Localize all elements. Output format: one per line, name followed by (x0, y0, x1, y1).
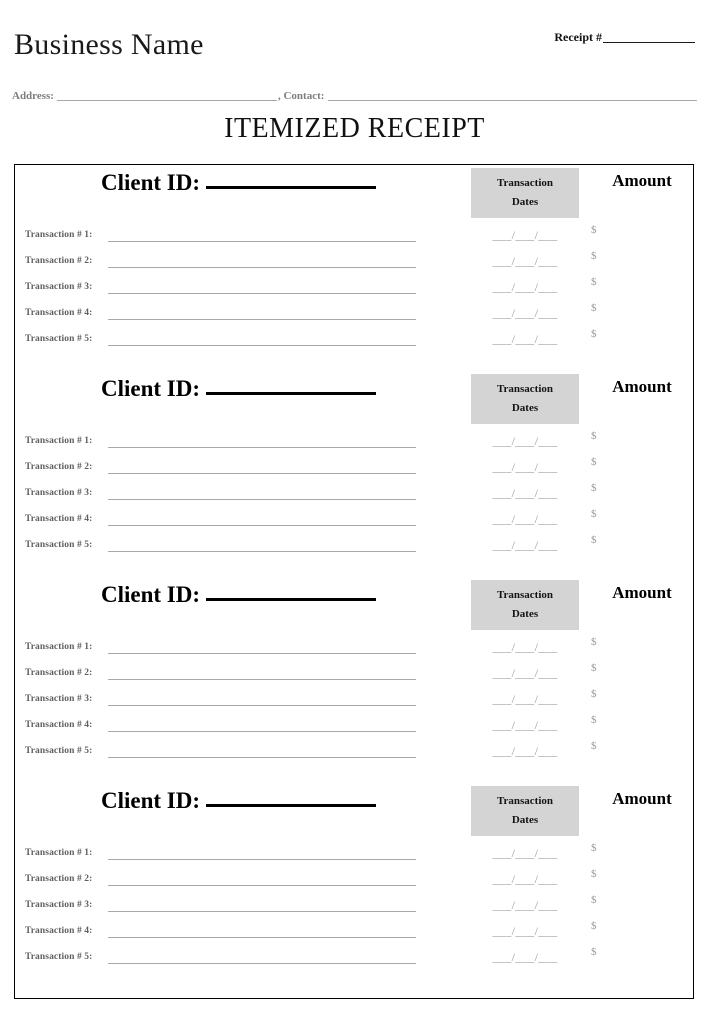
transaction-description-blank[interactable] (108, 705, 416, 706)
transaction-dates-line2: Dates (511, 196, 539, 208)
client-id-blank[interactable] (206, 172, 376, 189)
transaction-amount-blank[interactable]: $ (591, 688, 597, 700)
transaction-date-blank[interactable]: ___/___/___ (492, 846, 558, 860)
transaction-date-blank[interactable]: ___/___/___ (492, 718, 558, 732)
table-row (15, 922, 693, 944)
client-section (15, 783, 693, 991)
transaction-description-blank[interactable] (108, 345, 416, 346)
client-id-label: Client ID: (101, 376, 201, 401)
transaction-label: Transaction # 2: (25, 462, 93, 472)
transaction-date-blank[interactable]: ___/___/___ (492, 254, 558, 268)
transaction-dates-header (471, 580, 579, 630)
table-row (15, 484, 693, 506)
transaction-description-blank[interactable] (108, 757, 416, 758)
transaction-label: Transaction # 3: (25, 694, 93, 704)
client-id-blank[interactable] (206, 790, 376, 807)
page-header (0, 0, 709, 164)
client-section (15, 371, 693, 579)
transaction-amount-blank[interactable]: $ (591, 482, 597, 494)
address-contact-line (12, 84, 697, 102)
transaction-description-blank[interactable] (108, 937, 416, 938)
transaction-description-blank[interactable] (108, 473, 416, 474)
transaction-amount-blank[interactable]: $ (591, 636, 597, 648)
transaction-date-blank[interactable]: ___/___/___ (492, 950, 558, 964)
transaction-label: Transaction # 5: (25, 540, 93, 550)
transaction-amount-blank[interactable]: $ (591, 662, 597, 674)
amount-header: Amount (612, 171, 672, 190)
table-row (15, 510, 693, 532)
transaction-amount-blank[interactable]: $ (591, 250, 597, 262)
table-row (15, 278, 693, 300)
transaction-dates-header (471, 168, 579, 218)
transaction-amount-blank[interactable]: $ (591, 224, 597, 236)
transaction-date-blank[interactable]: ___/___/___ (492, 280, 558, 294)
transaction-date-blank[interactable]: ___/___/___ (492, 744, 558, 758)
amount-header: Amount (612, 583, 672, 602)
transaction-description-blank[interactable] (108, 859, 416, 860)
transaction-description-blank[interactable] (108, 551, 416, 552)
transaction-label: Transaction # 5: (25, 746, 93, 756)
transaction-amount-blank[interactable]: $ (591, 534, 597, 546)
transaction-label: Transaction # 5: (25, 334, 93, 344)
transaction-label: Transaction # 2: (25, 256, 93, 266)
transaction-amount-blank[interactable]: $ (591, 276, 597, 288)
table-row (15, 536, 693, 558)
transaction-date-blank[interactable]: ___/___/___ (492, 512, 558, 526)
transaction-date-blank[interactable]: ___/___/___ (492, 228, 558, 242)
transaction-description-blank[interactable] (108, 679, 416, 680)
address-input-blank[interactable] (57, 88, 277, 101)
transaction-amount-blank[interactable]: $ (591, 456, 597, 468)
transaction-description-blank[interactable] (108, 525, 416, 526)
transaction-label: Transaction # 1: (25, 436, 93, 446)
transaction-label: Transaction # 2: (25, 874, 93, 884)
transaction-date-blank[interactable]: ___/___/___ (492, 924, 558, 938)
transaction-description-blank[interactable] (108, 319, 416, 320)
client-id-label: Client ID: (101, 582, 201, 607)
transaction-date-blank[interactable]: ___/___/___ (492, 434, 558, 448)
transaction-label: Transaction # 1: (25, 230, 93, 240)
transaction-dates-line2: Dates (511, 814, 539, 826)
transaction-dates-line1: Transaction (496, 176, 554, 189)
transaction-label: Transaction # 1: (25, 642, 93, 652)
receipt-number-field[interactable] (554, 30, 695, 45)
client-id-field[interactable] (101, 376, 376, 402)
amount-header: Amount (612, 377, 672, 396)
transaction-description-blank[interactable] (108, 653, 416, 654)
table-row (15, 870, 693, 892)
transaction-dates-header (471, 786, 579, 836)
table-row (15, 432, 693, 454)
transaction-dates-line2: Dates (511, 402, 539, 414)
transaction-amount-blank[interactable]: $ (591, 946, 597, 958)
transaction-label: Transaction # 4: (25, 514, 93, 524)
table-row (15, 458, 693, 480)
transaction-date-blank[interactable]: ___/___/___ (492, 538, 558, 552)
transaction-amount-blank[interactable]: $ (591, 920, 597, 932)
table-row (15, 304, 693, 326)
transaction-date-blank[interactable]: ___/___/___ (492, 666, 558, 680)
receipt-number-blank[interactable] (603, 31, 695, 43)
receipt-number-label: Receipt # (554, 30, 602, 44)
transaction-description-blank[interactable] (108, 963, 416, 964)
transaction-date-blank[interactable]: ___/___/___ (492, 306, 558, 320)
transaction-dates-line2: Dates (511, 608, 539, 620)
transaction-amount-blank[interactable]: $ (591, 508, 597, 520)
receipt-table (14, 164, 694, 999)
transaction-label: Transaction # 4: (25, 926, 93, 936)
amount-header: Amount (612, 789, 672, 808)
business-name: Business Name (14, 28, 204, 61)
transaction-amount-blank[interactable]: $ (591, 740, 597, 752)
client-id-field[interactable] (101, 788, 376, 814)
transaction-description-blank[interactable] (108, 241, 416, 242)
transaction-label: Transaction # 5: (25, 952, 93, 962)
client-id-blank[interactable] (206, 584, 376, 601)
table-row (15, 330, 693, 352)
client-id-field[interactable] (101, 170, 376, 196)
table-row (15, 896, 693, 918)
table-row (15, 226, 693, 248)
transaction-amount-blank[interactable]: $ (591, 302, 597, 314)
transaction-label: Transaction # 3: (25, 488, 93, 498)
client-id-blank[interactable] (206, 378, 376, 395)
transaction-amount-blank[interactable]: $ (591, 894, 597, 906)
table-row (15, 844, 693, 866)
transaction-amount-blank[interactable]: $ (591, 868, 597, 880)
transaction-label: Transaction # 3: (25, 282, 93, 292)
transaction-amount-blank[interactable]: $ (591, 328, 597, 340)
table-row (15, 690, 693, 712)
table-row (15, 252, 693, 274)
transaction-dates-line1: Transaction (496, 794, 554, 807)
transaction-date-blank[interactable]: ___/___/___ (492, 692, 558, 706)
transaction-dates-line1: Transaction (496, 382, 554, 395)
transaction-description-blank[interactable] (108, 731, 416, 732)
transaction-amount-blank[interactable]: $ (591, 430, 597, 442)
transaction-date-blank[interactable]: ___/___/___ (492, 332, 558, 346)
transaction-description-blank[interactable] (108, 447, 416, 448)
transaction-description-blank[interactable] (108, 499, 416, 500)
table-row (15, 664, 693, 686)
table-row (15, 742, 693, 764)
transaction-label: Transaction # 3: (25, 900, 93, 910)
transaction-description-blank[interactable] (108, 911, 416, 912)
client-id-label: Client ID: (101, 170, 201, 195)
transaction-label: Transaction # 1: (25, 848, 93, 858)
transaction-dates-header (471, 374, 579, 424)
transaction-amount-blank[interactable]: $ (591, 714, 597, 726)
address-label: Address: (12, 90, 54, 102)
transaction-description-blank[interactable] (108, 267, 416, 268)
transaction-date-blank[interactable]: ___/___/___ (492, 640, 558, 654)
transaction-label: Transaction # 4: (25, 720, 93, 730)
client-section (15, 577, 693, 785)
transaction-label: Transaction # 2: (25, 668, 93, 678)
transaction-description-blank[interactable] (108, 885, 416, 886)
transaction-date-blank[interactable]: ___/___/___ (492, 486, 558, 500)
client-id-label: Client ID: (101, 788, 201, 813)
client-id-field[interactable] (101, 582, 376, 608)
transaction-dates-line1: Transaction (496, 588, 554, 601)
table-row (15, 948, 693, 970)
contact-label: , Contact: (277, 90, 325, 102)
transaction-date-blank[interactable]: ___/___/___ (492, 898, 558, 912)
page-title: ITEMIZED RECEIPT (224, 113, 485, 144)
transaction-date-blank[interactable]: ___/___/___ (492, 872, 558, 886)
client-section (15, 165, 693, 373)
contact-input-blank[interactable] (328, 88, 697, 101)
transaction-description-blank[interactable] (108, 293, 416, 294)
transaction-date-blank[interactable]: ___/___/___ (492, 460, 558, 474)
table-row (15, 716, 693, 738)
table-row (15, 638, 693, 660)
transaction-amount-blank[interactable]: $ (591, 842, 597, 854)
transaction-label: Transaction # 4: (25, 308, 93, 318)
